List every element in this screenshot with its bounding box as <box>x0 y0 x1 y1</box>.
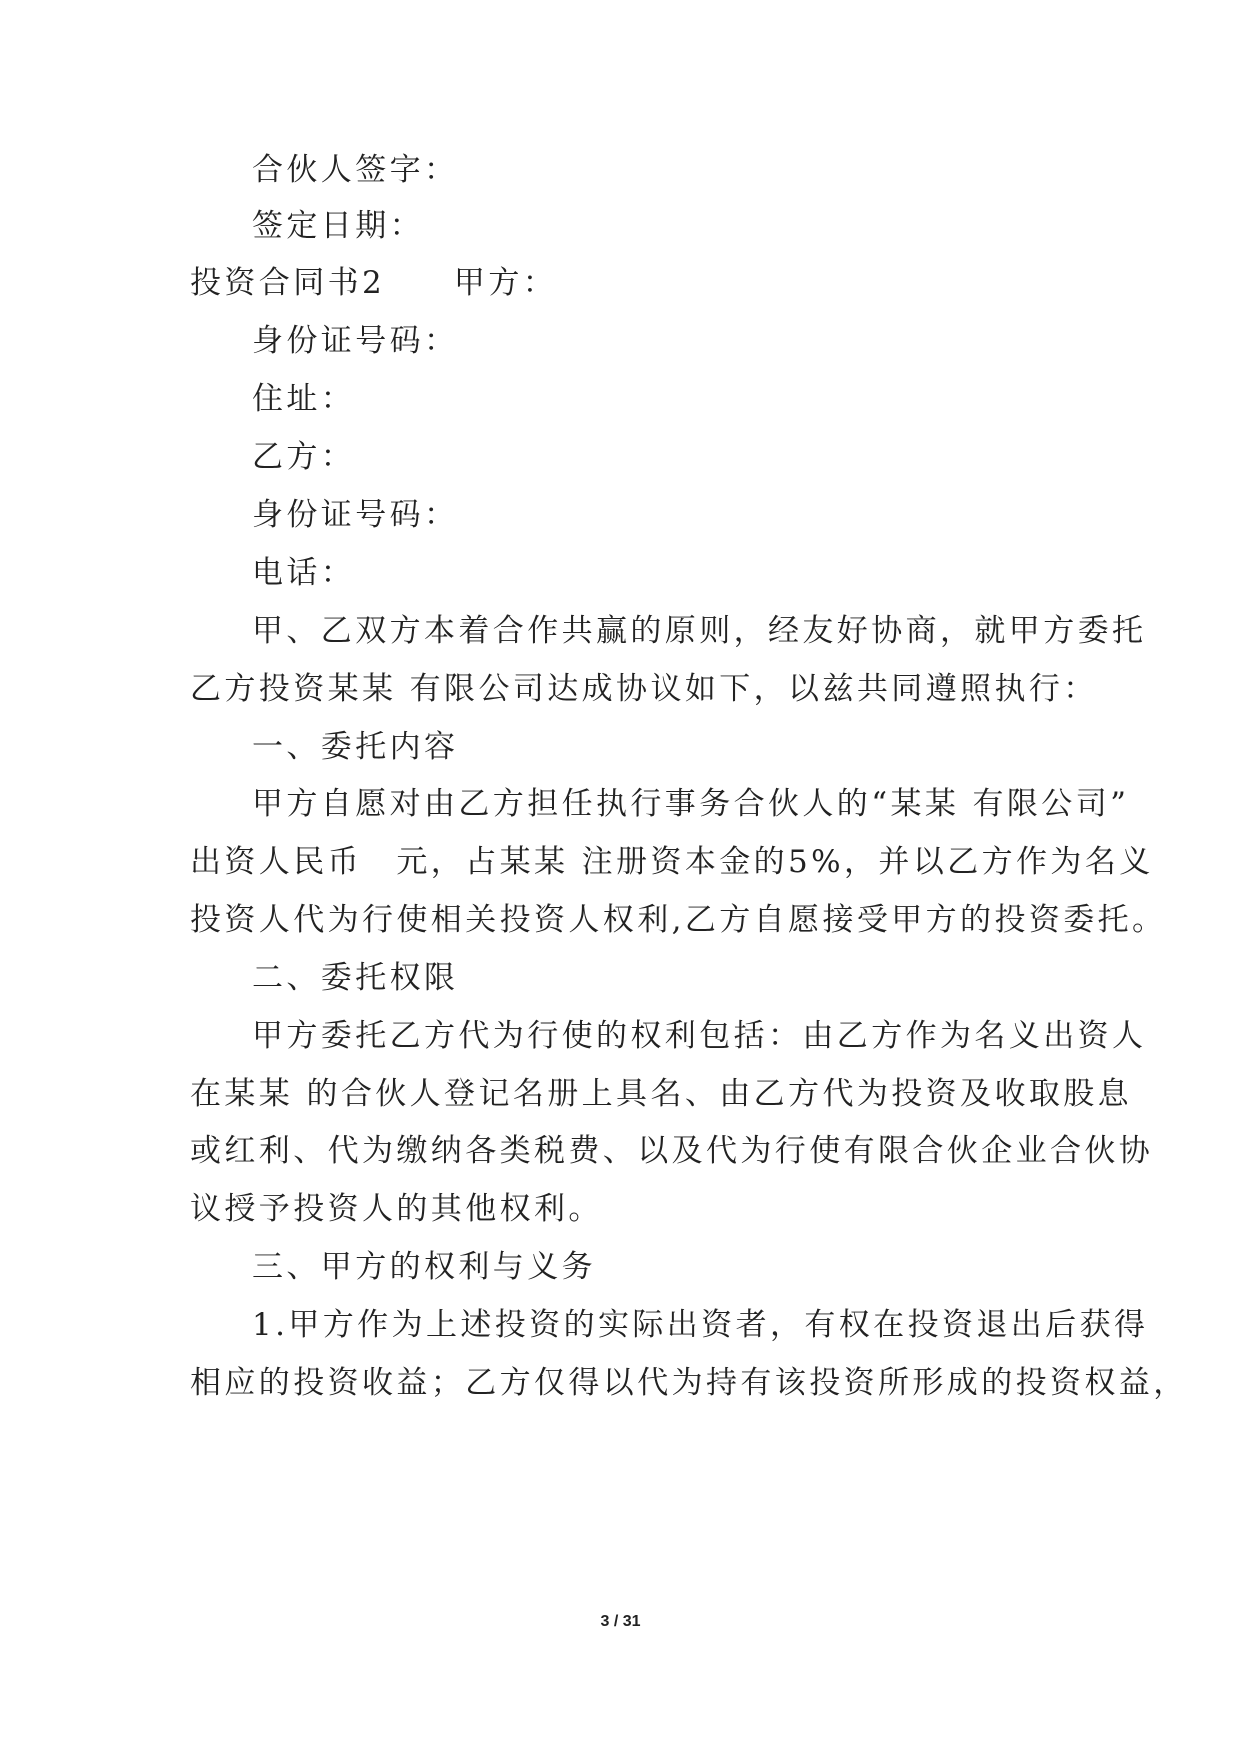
party-b-id-label: 身份证号码： <box>252 497 459 533</box>
contract-title-line: 投资合同书2 甲方： <box>190 265 558 301</box>
party-a-id-label: 身份证号码： <box>252 323 459 359</box>
party-a-address-label: 住址： <box>252 381 356 417</box>
paragraph-line: 甲方委托乙方代为行使的权利包括：由乙方作为名义出资人 <box>252 1018 1147 1054</box>
phone-label: 电话： <box>252 555 356 591</box>
paragraph-line: 乙方投资某某 有限公司达成协议如下，以兹共同遵照执行： <box>190 671 1098 707</box>
section-heading: 三、甲方的权利与义务 <box>252 1249 596 1285</box>
paragraph-line: 在某某 的合伙人登记名册上具名、由乙方代为投资及收取股息 <box>190 1076 1133 1112</box>
sign-date-label: 签定日期： <box>252 208 424 244</box>
paragraph-line: 议授予投资人的其他权利。 <box>190 1191 603 1227</box>
paragraph-line: 或红利、代为缴纳各类税费、以及代为行使有限合伙企业合伙协 <box>190 1133 1154 1169</box>
paragraph-line: 出资人民币 元，占某某 注册资本金的5%，并以乙方作为名义 <box>190 844 1154 880</box>
signature-label: 合伙人签字： <box>252 152 459 188</box>
paragraph-line: 投资人代为行使相关投资人权利,乙方自愿接受甲方的投资委托。 <box>190 902 1167 938</box>
section-heading: 二、委托权限 <box>252 960 459 996</box>
paragraph-line: 相应的投资收益；乙方仅得以代为持有该投资所形成的投资权益， <box>190 1365 1188 1401</box>
party-b-label: 乙方： <box>252 439 356 475</box>
paragraph-line: 甲方自愿对由乙方担任执行事务合伙人的“某某 有限公司” <box>252 786 1130 822</box>
page-number: 3 / 31 <box>600 1613 641 1630</box>
paragraph-line: 1.甲方作为上述投资的实际出资者，有权在投资退出后获得 <box>252 1307 1149 1343</box>
section-heading: 一、委托内容 <box>252 729 459 765</box>
paragraph-line: 甲、乙双方本着合作共赢的原则，经友好协商，就甲方委托 <box>252 613 1147 649</box>
